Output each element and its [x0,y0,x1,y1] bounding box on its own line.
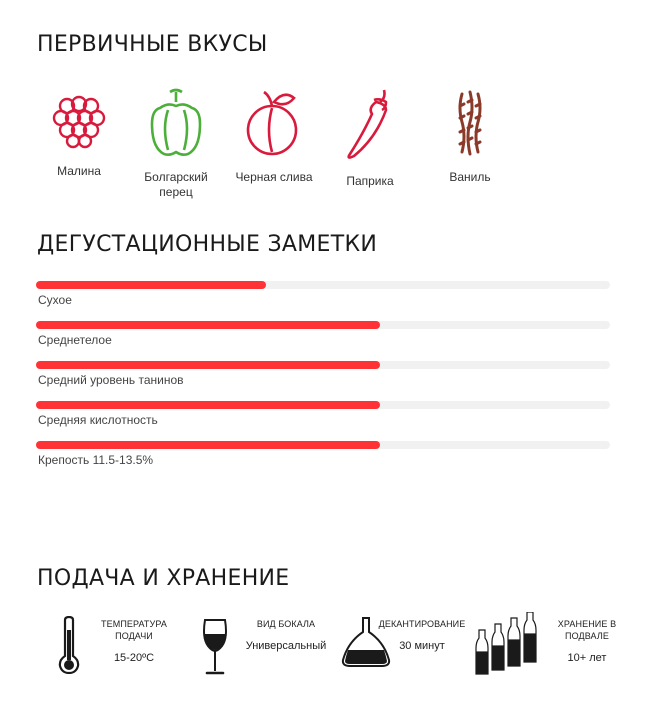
plum-icon [244,88,304,158]
wine-glass-icon [200,618,230,676]
flavor-paprika [322,88,418,189]
serving-temperature-heading: ТЕМПЕРАТУРА ПОДАЧИ [101,619,167,641]
serving-temperature [84,618,184,664]
decanting-heading: ДЕКАНТИРОВАНИЕ [378,619,466,629]
tasting-note-label: Средний уровень танинов [38,373,184,387]
level-fill [36,361,380,369]
flavor-bell-pepper [128,88,224,200]
cellar-storage-heading: ХРАНЕНИЕ В ПОДВАЛЕ [557,619,617,641]
flavor-label: Черная слива [235,170,313,184]
flavor-label: Болгарский перец [144,170,208,199]
decanting-value: 30 минут [399,640,445,652]
bell-pepper-icon [146,88,206,158]
glass-type-heading: ВИД БОКАЛА [256,619,316,629]
tasting-notes-title: ДЕГУСТАЦИОННЫЕ ЗАМЕТКИ [37,232,378,257]
wine-bottles-icon [474,612,546,676]
flavor-raspberry [31,88,127,179]
level-fill [36,281,266,289]
glass-type [236,618,336,652]
raspberry-icon [49,88,109,152]
cellar-storage [537,618,637,664]
flavor-label: Паприка [346,174,394,188]
serving-storage-title: ПОДАЧА И ХРАНЕНИЕ [37,566,290,591]
vanilla-icon [440,88,500,158]
serving-temperature-value: 15-20ºC [113,652,155,664]
tasting-note-label: Средняя кислотность [38,413,158,427]
level-fill [36,441,380,449]
tasting-note-label: Крепость 11.5-13.5% [38,453,154,467]
cellar-storage-value: 10+ лет [567,652,607,664]
level-fill [36,401,380,409]
tasting-note-label: Сухое [38,293,72,307]
chili-pepper-icon [340,88,400,162]
flavor-plum [226,88,322,185]
flavor-vanilla [422,88,518,185]
level-fill [36,321,380,329]
primary-flavors-title: ПЕРВИЧНЫЕ ВКУСЫ [37,32,268,57]
tasting-note-label: Среднетелое [38,333,112,347]
flavor-label: Малина [57,164,101,178]
decanting [372,618,472,652]
flavor-label: Ваниль [449,170,491,184]
glass-type-value: Универсальный [245,640,327,652]
thermometer-icon [56,616,82,674]
